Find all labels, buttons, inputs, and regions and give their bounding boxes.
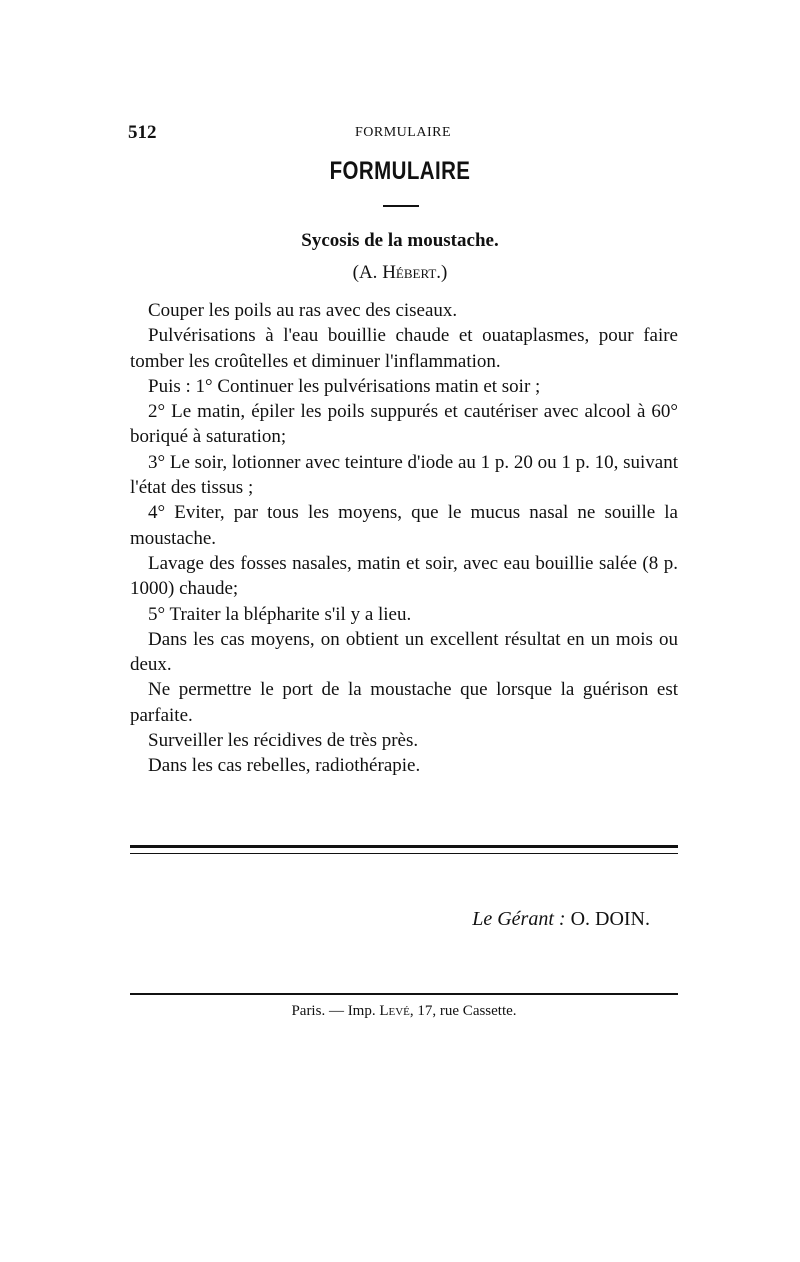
- paragraph: Lavage des fosses nasales, matin et soir, avec eau bouillie salée (8 p. 1000) chaude;: [130, 552, 678, 600]
- paragraph: 4° Eviter, par tous les moyens, que le mucus nasal ne souille la moustache.: [130, 502, 678, 549]
- paragraph: 2° Le matin, épiler les poils suppurés et cautériser avec alcool à 60° boriqué à saturation;: [130, 401, 678, 448]
- author-name: Hébert: [382, 262, 437, 283]
- paragraph: Puis : 1° Continuer les pulvérisations matin et soir ;: [148, 375, 541, 397]
- paragraph: Dans les cas rebelles, radiothérapie.: [148, 755, 421, 777]
- footer-rule-divider: [130, 993, 678, 995]
- gerant-label: Le Gérant :: [472, 908, 566, 930]
- paragraph: 5° Traiter la blépharite s'il y a lieu.: [148, 603, 412, 625]
- page-header: [128, 122, 678, 146]
- section-author: (A. Hébert.): [352, 262, 448, 283]
- running-head: FORMULAIRE: [354, 125, 451, 140]
- title-divider: [383, 205, 419, 207]
- gerant-signature: [472, 908, 650, 931]
- body-text: [130, 298, 678, 779]
- paragraph: Dans les cas moyens, on obtient un excellent résultat en un mois ou deux.: [130, 628, 678, 676]
- printer-imprint: Paris. — Imp. Levé, 17, rue Cassette.: [291, 1003, 517, 1019]
- page-title: FORMULAIRE: [329, 157, 471, 185]
- paragraph: Surveiller les récidives de très près.: [148, 730, 419, 752]
- paragraph: Pulvérisations à l'eau bouillie chaude et ouataplasmes, pour faire tomber les croûtelles et diminuer l'inflammation.: [130, 325, 678, 372]
- printer-name: Levé: [379, 1003, 410, 1019]
- paragraph: Couper les poils au ras avec des ciseaux.: [148, 300, 458, 321]
- section-title: Sycosis de la moustache.: [301, 230, 499, 251]
- page-number: 512: [128, 122, 157, 143]
- paragraph: Ne permettre le port de la moustache que lorsque la guérison est parfaite.: [130, 679, 678, 726]
- gerant-name: O. DOIN.: [570, 908, 650, 930]
- paragraph: 3° Le soir, lotionner avec teinture d'iode au 1 p. 20 ou 1 p. 10, suivant l'état des tissus ;: [130, 451, 679, 499]
- double-rule-divider: [130, 845, 678, 854]
